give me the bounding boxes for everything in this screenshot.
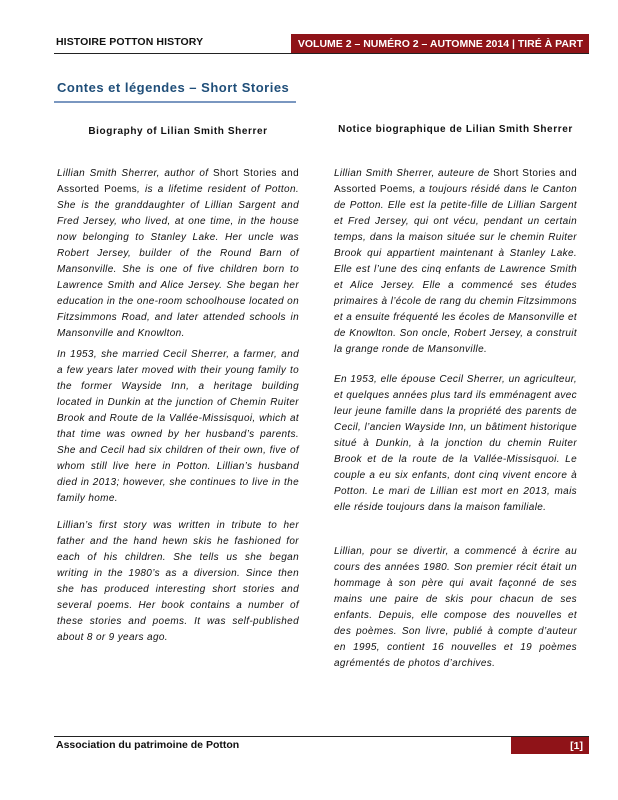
- english-paragraph-2: In 1953, she married Cecil Sherrer, a farmer, and a few years later moved with their young family to the former Wayside Inn, a heritage building located in Dunkin at the junction of Chemin Ruiter Brook and Route de la Vallée-Missisquoi, which at that time was owned by her husband’s parents. She and Cecil had six children of their own, five of whom still live here in Potton. Lillian’s husband died in 2013; however, she continues to live in the family home.: [57, 349, 299, 504]
- french-paragraph-2: En 1953, elle épouse Cecil Sherrer, un agriculteur, et quelques années plus tard ils emménagent avec leur jeune famille dans la propriété des parents de Cecil, l’ancien Wayside Inn, un bâtiment historique situé à Dunkin, à la jonction du chemin Ruiter Brook et de la route de la Vallée-Missisquoi. Le couple a eu six enfants, dont cinq vivent encore à Potton. Le mari de Lillian est mort en 2013, mais elle réside toujours dans la maison familiale.: [334, 374, 577, 513]
- english-p1-intro: Lillian Smith Sherrer, author of: [57, 168, 213, 179]
- section-title: Contes et légendes – Short Stories: [57, 80, 290, 95]
- french-paragraph-1: [334, 166, 577, 358]
- section-title-rule: [54, 101, 296, 103]
- page-number: [1]: [511, 737, 589, 754]
- footer-association: Association du patrimoine de Potton: [56, 739, 240, 751]
- issue-banner: VOLUME 2 – NUMÉRO 2 – AUTOMNE 2014 | TIRÉ À PART: [291, 34, 589, 53]
- publication-title: HISTOIRE POTTON HISTORY: [56, 36, 204, 48]
- french-heading: Notice biographique de Lilian Smith Sherrer: [338, 124, 573, 135]
- french-p1-intro: Lillian Smith Sherrer, auteure de: [334, 168, 494, 179]
- english-p1-body: , is a lifetime resident of Potton. She is the granddaughter of Lillian Sargent and Fred Jersey, who lived, at one time, in the house now belonging to Stanley Lake. Her uncle was Robert Jersey, builder of the Round Barn of Mansonville. She is one of five children born to Lawrence Smith and Alice Jersey. She began her education in the one-room schoolhouse located on Fitzsimmons Road, and later attended schools in Mansonville and Knowlton.: [57, 184, 300, 339]
- french-p1-book-title: Short Stories and Assorted Poems: [334, 168, 577, 195]
- english-p1-book-title: Short Stories and Assorted Poems: [57, 168, 300, 195]
- french-p1-body: , a toujours résidé dans le Canton de Potton. Elle est la petite-fille de Lillian Sargent et Fred Jersey, qui ont vécu, pendant un certain temps, dans la maison située sur le chemin Ruiter Brook qui appartient maintenant à Stanley Lake. Elle est l’une des cinq enfants de Lawrence Smith et Alice Jersey. Elle a commencé ses études primaires à l’école de rang du chemin Fitzsimmons et a ensuite fréquenté les écoles de Mansonville et de Knowlton. Son oncle, Robert Jersey, a construit la grange ronde de Mansonville.: [334, 184, 578, 355]
- french-paragraph-3: Lillian, pour se divertir, a commencé à écrire au cours des années 1980. Son premier récit était un hommage à son père qui avait façonné de ses mains une paire de skis pour chacun de ses enfants. Depuis, elle compose des nouvelles et des poèmes. Son livre, publié à compte d’auteur en 1995, contient 16 nouvelles et 19 poèmes agrémentés de photos d’archives.: [334, 546, 577, 669]
- english-paragraph-1: [57, 166, 299, 342]
- english-paragraph-3: Lillian’s first story was written in tribute to her father and the hand hewn skis he fashioned for each of his children. She tells us she began writing in the 1980’s as a diversion. Since then she has produced interesting short stories and several poems. Her book contains a number of these stories and poems. It was self-published about 8 or 9 years ago.: [57, 520, 299, 643]
- english-heading: Biography of Lilian Smith Sherrer: [88, 126, 268, 137]
- page-header: [54, 34, 589, 54]
- page-footer: [54, 736, 589, 754]
